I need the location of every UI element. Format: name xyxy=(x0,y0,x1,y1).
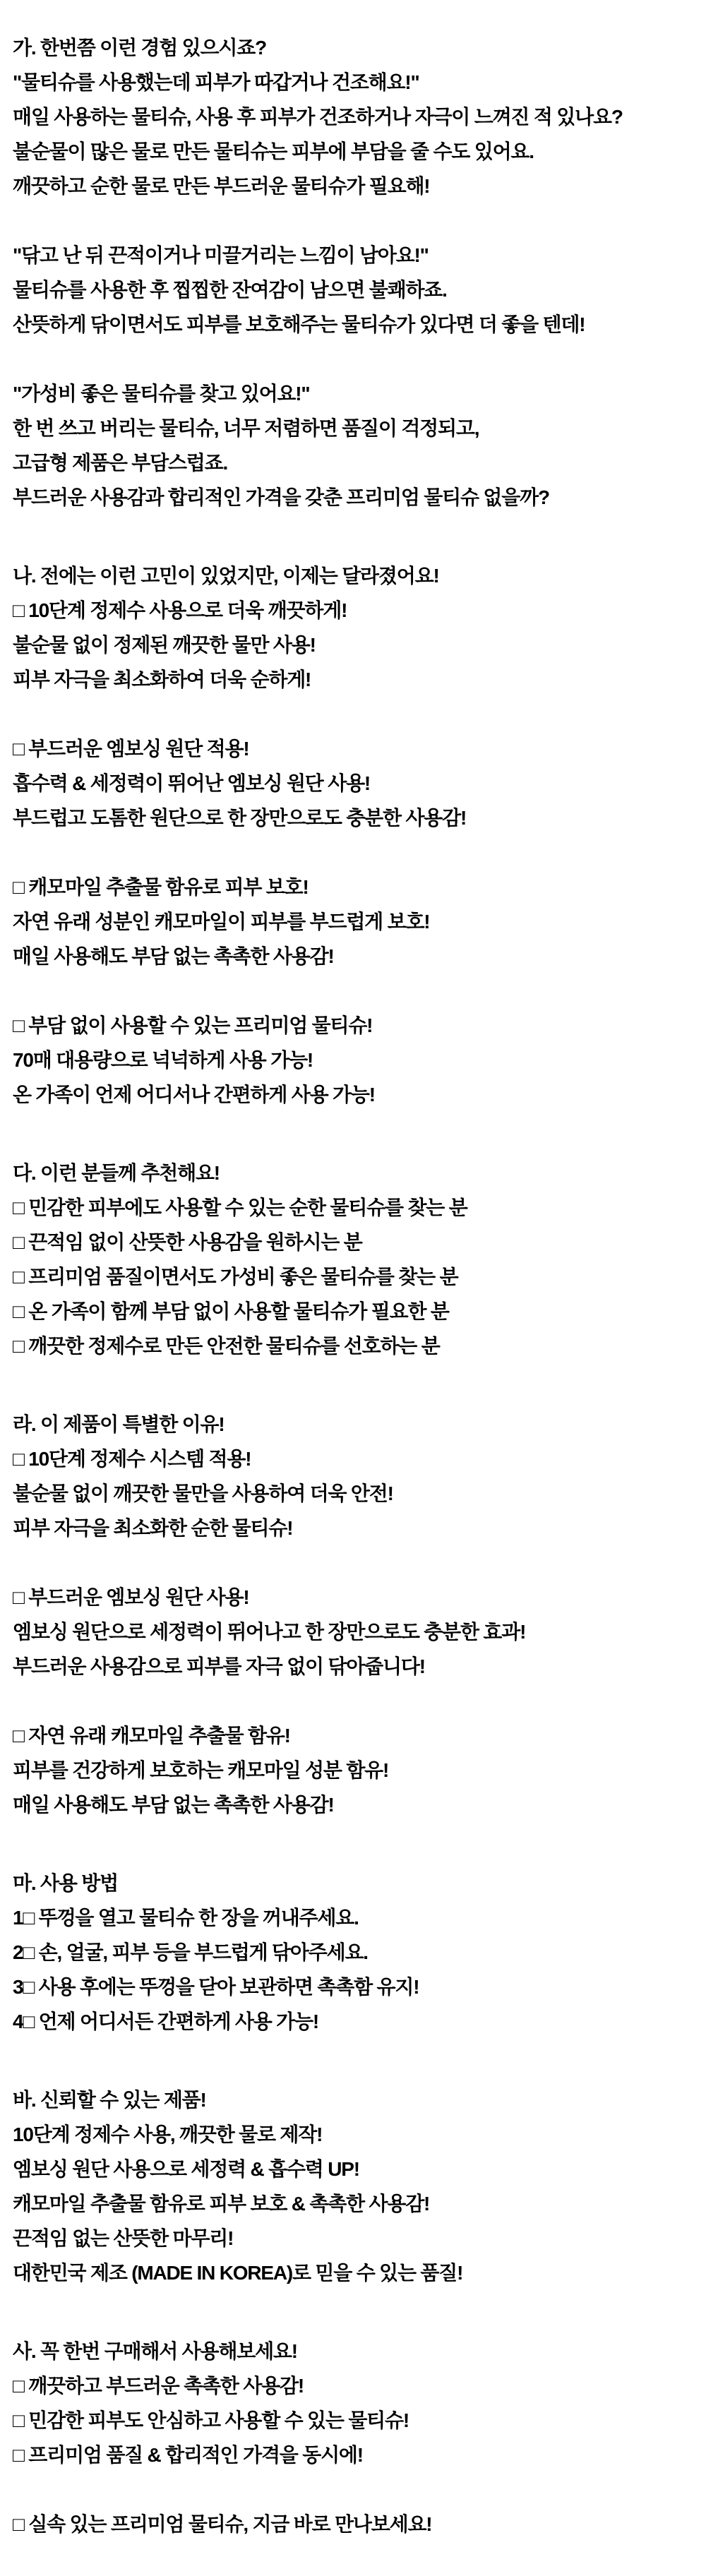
text-line: 매일 사용하는 물티슈, 사용 후 피부가 건조하거나 자극이 느껴진 적 있나요? xyxy=(13,106,623,128)
text-line: 깨끗하고 순한 물로 만든 부드러운 물티슈가 필요해! xyxy=(13,175,430,197)
paragraph xyxy=(13,1580,700,1684)
text-line: 2□ 손, 얼굴, 피부 등을 부드럽게 닦아주세요. xyxy=(13,1941,368,1963)
section-ba-trust xyxy=(13,2083,700,2334)
text-line: 엠보싱 원단으로 세정력이 뛰어나고 한 장만으로도 충분한 효과! xyxy=(13,1621,526,1643)
text-line: 산뜻하게 닦이면서도 피부를 보호해주는 물티슈가 있다면 더 좋을 텐데! xyxy=(13,313,585,335)
text-line: □ 자연 유래 캐모마일 추출물 함유! xyxy=(13,1725,290,1747)
section-sa-cta xyxy=(13,2334,700,2541)
paragraph xyxy=(13,376,700,515)
text-line: 다. 이런 분들께 추천해요! xyxy=(13,1162,220,1184)
section-na-solution xyxy=(13,558,700,1156)
text-line: 피부를 건강하게 보호하는 캐모마일 성분 함유! xyxy=(13,1759,389,1781)
text-line: 불순물 없이 정제된 깨끗한 물만 사용! xyxy=(13,634,316,656)
text-line: □ 부드러운 엠보싱 원단 사용! xyxy=(13,1586,249,1608)
text-line: 불순물이 많은 물로 만든 물티슈는 피부에 부담을 줄 수도 있어요. xyxy=(13,140,534,162)
text-line: 온 가족이 언제 어디서나 간편하게 사용 가능! xyxy=(13,1084,375,1106)
text-line: 엠보싱 원단 사용으로 세정력 & 흡수력 UP! xyxy=(13,2158,359,2180)
text-line: □ 프리미엄 품질 & 합리적인 가격을 동시에! xyxy=(13,2444,363,2466)
section-da-recommend xyxy=(13,1156,700,1407)
text-line: □ 끈적임 없이 산뜻한 사용감을 원하시는 분 xyxy=(13,1231,362,1253)
text-line: "닦고 난 뒤 끈적이거나 미끌거리는 느낌이 남아요!" xyxy=(13,244,429,266)
text-line: 캐모마일 추출물 함유로 피부 보호 & 촉촉한 사용감! xyxy=(13,2193,430,2215)
text-line: 라. 이 제품이 특별한 이유! xyxy=(13,1413,225,1435)
text-line: 자연 유래 성분인 캐모마일이 피부를 부드럽게 보호! xyxy=(13,911,430,933)
section-ma-howto xyxy=(13,1866,700,2083)
text-line: 피부 자극을 최소화한 순한 물티슈! xyxy=(13,1517,293,1539)
text-line: 물티슈를 사용한 후 찝찝한 잔여감이 남으면 불쾌하죠. xyxy=(13,279,447,301)
text-line: □ 10단계 정제수 사용으로 더욱 깨끗하게! xyxy=(13,599,347,621)
text-line: 70매 대용량으로 넉넉하게 사용 가능! xyxy=(13,1049,313,1071)
section-ga-experience xyxy=(13,30,700,558)
paragraph xyxy=(13,30,700,203)
text-line: 대한민국 제조 (MADE IN KOREA)로 믿을 수 있는 품질! xyxy=(13,2262,463,2284)
text-line: 사. 꼭 한번 구매해서 사용해보세요! xyxy=(13,2340,297,2362)
text-line: 매일 사용해도 부담 없는 촉촉한 사용감! xyxy=(13,945,334,967)
text-line: 나. 전에는 이런 고민이 있었지만, 이제는 달라졌어요! xyxy=(13,565,439,587)
text-line: 10단계 정제수 사용, 깨끗한 물로 제작! xyxy=(13,2123,323,2145)
paragraph xyxy=(13,238,700,342)
text-line: □ 프리미엄 품질이면서도 가성비 좋은 물티슈를 찾는 분 xyxy=(13,1266,458,1288)
paragraph xyxy=(13,2334,700,2472)
text-line: □ 부담 없이 사용할 수 있는 프리미엄 물티슈! xyxy=(13,1014,373,1036)
text-line: 가. 한번쯤 이런 경험 있으시죠? xyxy=(13,37,266,59)
text-line: 부드러운 사용감과 합리적인 가격을 갖춘 프리미엄 물티슈 없을까? xyxy=(13,486,549,508)
paragraph xyxy=(13,731,700,835)
text-line: 매일 사용해도 부담 없는 촉촉한 사용감! xyxy=(13,1794,334,1816)
paragraph xyxy=(13,1407,700,1545)
text-line: 바. 신뢰할 수 있는 제품! xyxy=(13,2089,206,2111)
text-line: 흡수력 & 세정력이 뛰어난 엠보싱 원단 사용! xyxy=(13,772,371,794)
text-line: 3□ 사용 후에는 뚜껑을 닫아 보관하면 촉촉함 유지! xyxy=(13,1976,419,1998)
paragraph xyxy=(13,1156,700,1363)
paragraph xyxy=(13,558,700,697)
paragraph xyxy=(13,1866,700,2039)
text-line: 4□ 언제 어디서든 간편하게 사용 가능! xyxy=(13,2011,318,2032)
text-line: 한 번 쓰고 버리는 물티슈, 너무 저렴하면 품질이 걱정되고, xyxy=(13,417,479,439)
paragraph xyxy=(13,870,700,974)
text-line: □ 부드러운 엠보싱 원단 적용! xyxy=(13,738,249,760)
text-line: 끈적임 없는 산뜻한 마무리! xyxy=(13,2227,234,2249)
paragraph xyxy=(13,1718,700,1822)
text-line: 고급형 제품은 부담스럽죠. xyxy=(13,452,228,474)
text-line: 불순물 없이 깨끗한 물만을 사용하여 더욱 안전! xyxy=(13,1482,393,1504)
text-line: 피부 자극을 최소화하여 더욱 순하게! xyxy=(13,669,311,690)
text-line: "가성비 좋은 물티슈를 찾고 있어요!" xyxy=(13,383,310,405)
text-line: □ 실속 있는 프리미엄 물티슈, 지금 바로 만나보세요! xyxy=(13,2513,432,2535)
text-line: 1□ 뚜껑을 열고 물티슈 한 장을 꺼내주세요. xyxy=(13,1907,359,1929)
text-line: □ 깨끗하고 부드러운 촉촉한 사용감! xyxy=(13,2375,304,2397)
text-line: □ 민감한 피부도 안심하고 사용할 수 있는 물티슈! xyxy=(13,2409,409,2431)
text-line: 부드럽고 도톰한 원단으로 한 장만으로도 충분한 사용감! xyxy=(13,807,467,829)
paragraph xyxy=(13,2507,700,2541)
text-line: □ 10단계 정제수 시스템 적용! xyxy=(13,1448,251,1470)
text-line: □ 민감한 피부에도 사용할 수 있는 순한 물티슈를 찾는 분 xyxy=(13,1197,467,1218)
text-line: □ 캐모마일 추출물 함유로 피부 보호! xyxy=(13,876,309,898)
text-line: 부드러운 사용감으로 피부를 자극 없이 닦아줍니다! xyxy=(13,1655,425,1677)
text-line: □ 온 가족이 함께 부담 없이 사용할 물티슈가 필요한 분 xyxy=(13,1300,449,1322)
text-line: □ 깨끗한 정제수로 만든 안전한 물티슈를 선호하는 분 xyxy=(13,1335,440,1357)
text-line: "물티슈를 사용했는데 피부가 따갑거나 건조해요!" xyxy=(13,71,419,93)
paragraph xyxy=(13,2083,700,2290)
paragraph xyxy=(13,1008,700,1112)
section-ra-special xyxy=(13,1407,700,1866)
text-line: 마. 사용 방법 xyxy=(13,1872,118,1894)
